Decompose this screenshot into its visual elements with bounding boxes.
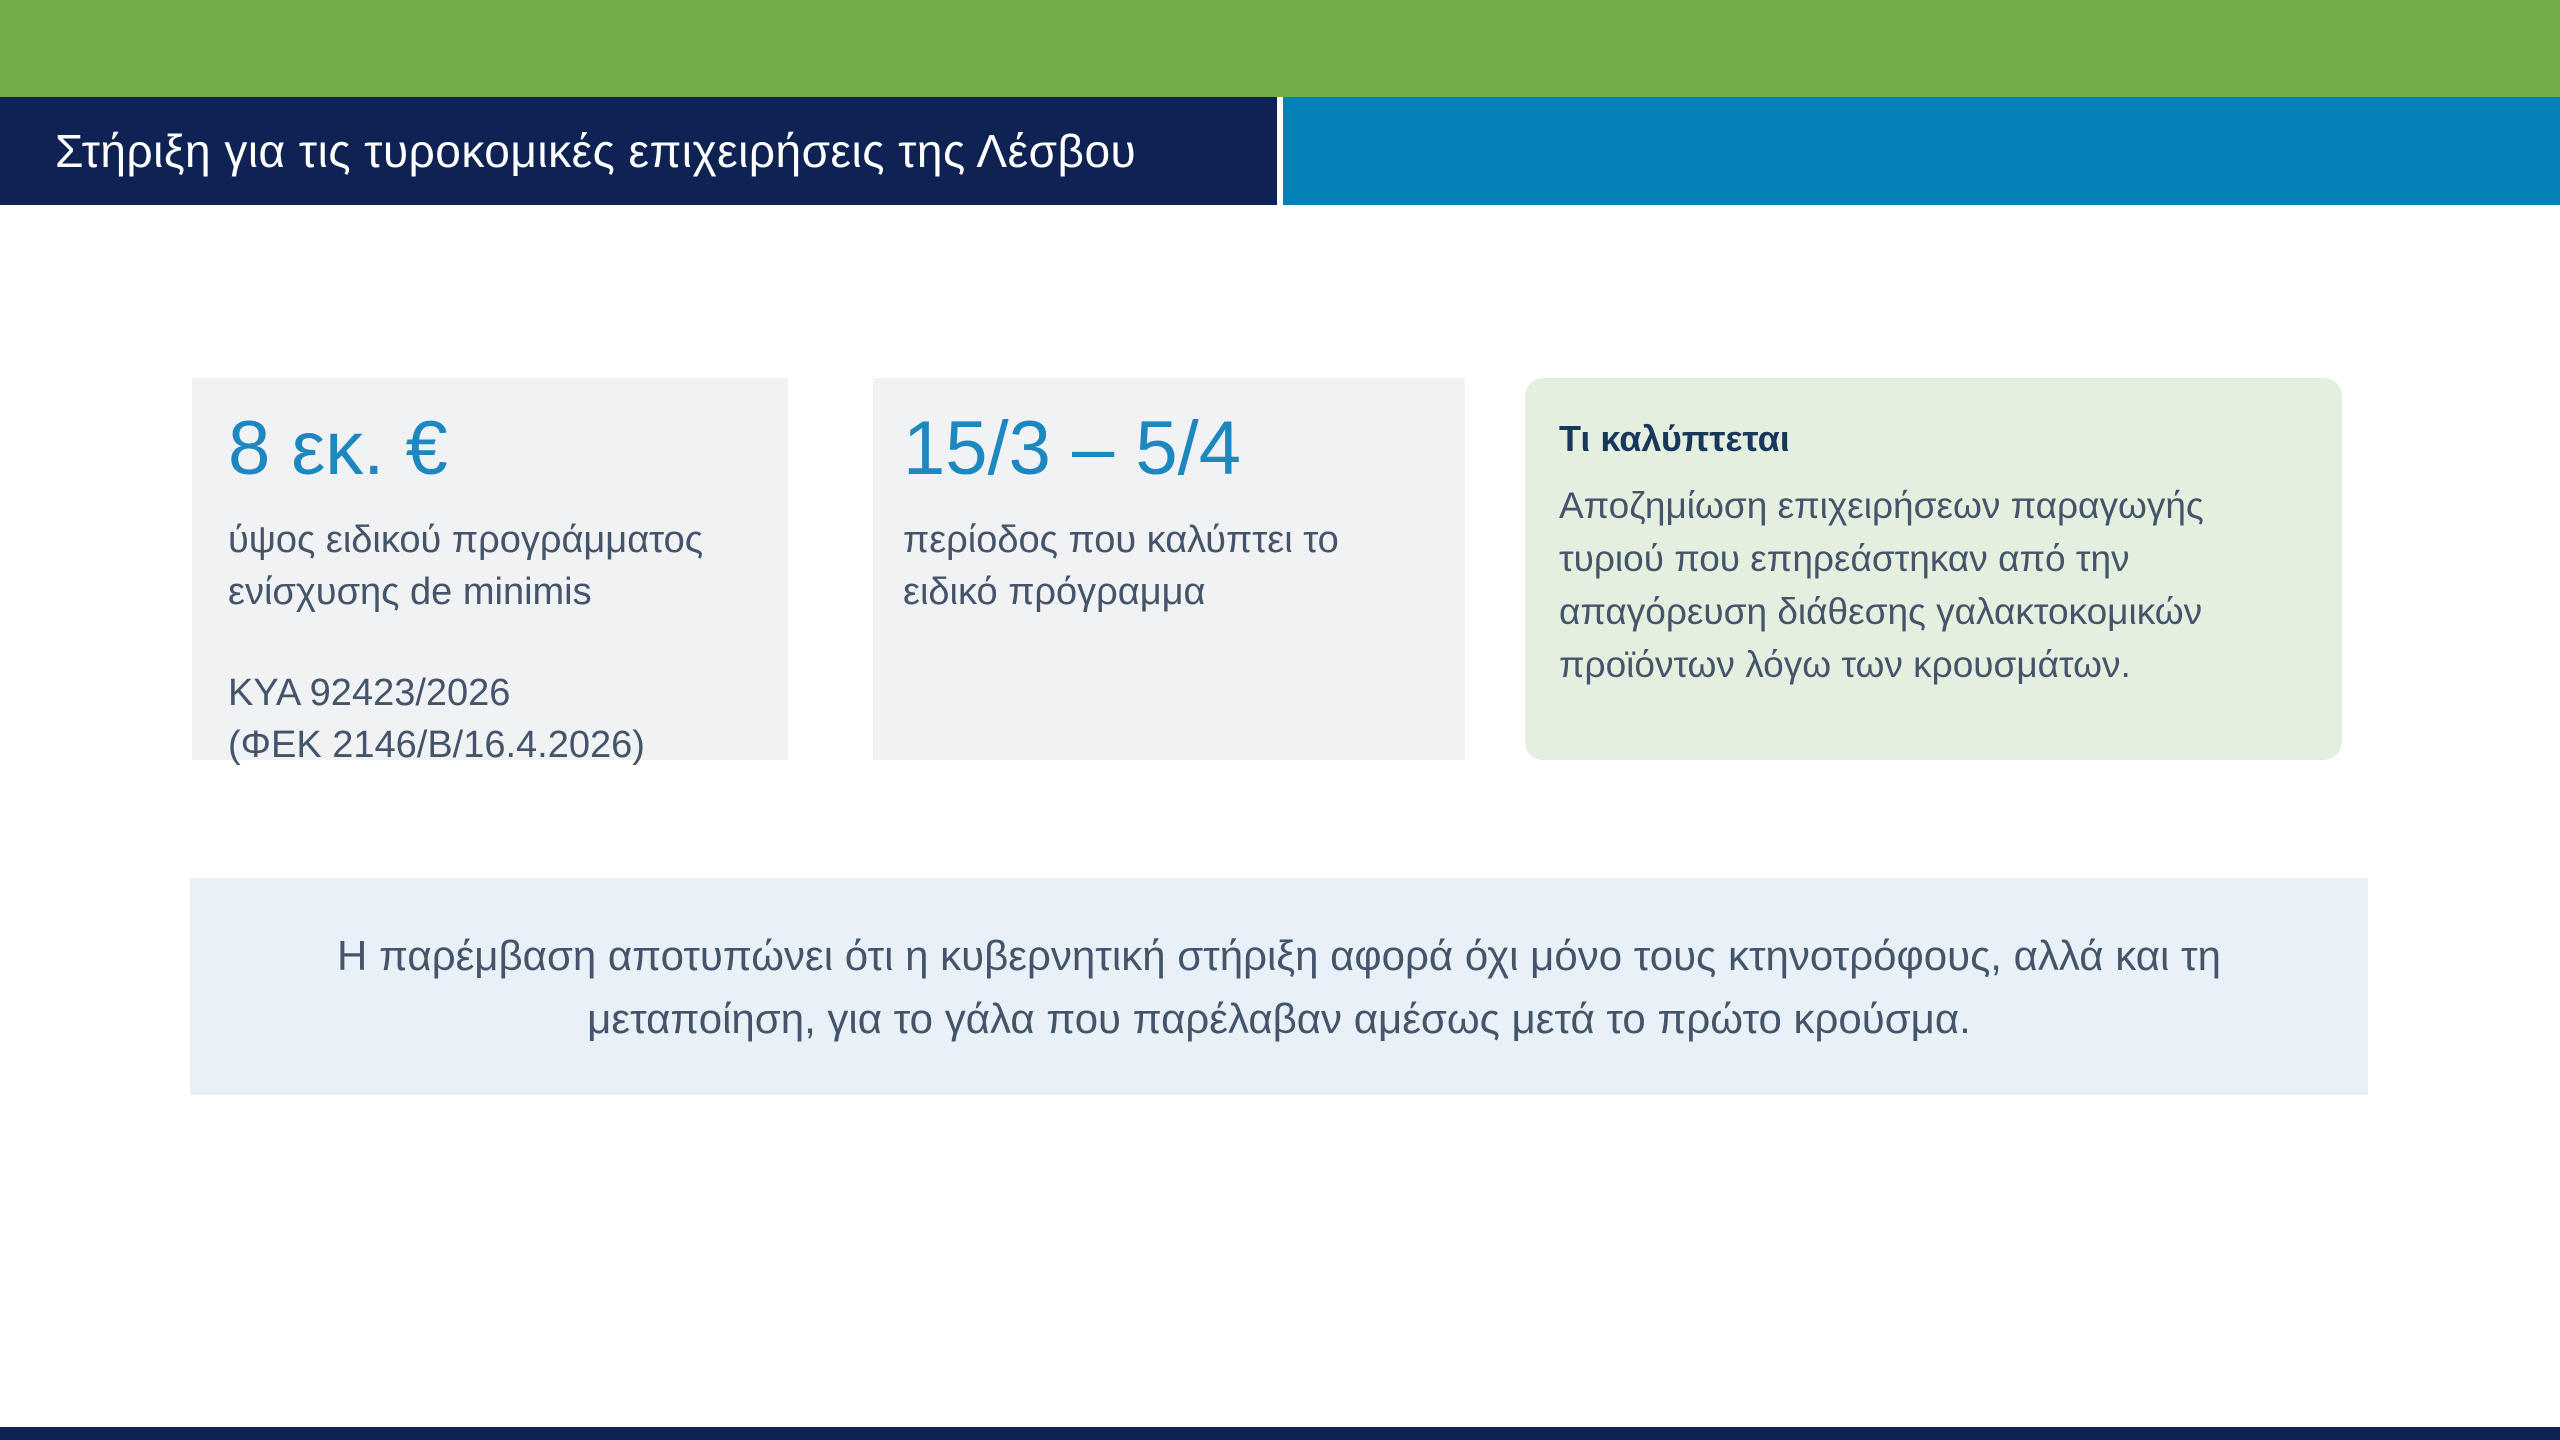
coverage-heading: Τι καλύπτεται: [1559, 418, 1790, 459]
stat-card-period: [873, 378, 1465, 760]
amount-value: 8 εκ. €: [228, 406, 448, 491]
period-value: 15/3 – 5/4: [903, 406, 1242, 491]
summary-text: Η παρέμβαση αποτυπώνει ότι η κυβερνητική στήριξη αφορά όχι μόνο τους κτηνοτρόφους, αλλά και τη μεταποίηση, για το γάλα που παρέλαβαν αμέσως μετά το πρώτο κρούσμα.: [337, 931, 2221, 1042]
amount-reference: [228, 667, 748, 772]
amount-reference-line2: (ΦΕΚ 2146/Β/16.4.2026): [228, 723, 645, 766]
amount-description: ύψος ειδικού προγράμματος ενίσχυσης de minimis: [228, 518, 704, 614]
period-description: περίοδος που καλύπτει το ειδικό πρόγραμμα: [903, 518, 1339, 614]
footer-navy-bar: [0, 1427, 2560, 1440]
header-blue-bar: [1283, 97, 2560, 205]
summary-banner: [190, 878, 2368, 1095]
page-title: Στήριξη για τις τυροκομικές επιχειρήσεις της Λέσβου: [55, 125, 1137, 177]
stat-card-amount: [192, 378, 788, 766]
coverage-card: [1525, 378, 2342, 760]
coverage-body: Αποζημίωση επιχειρήσεων παραγωγής τυριού που επηρεάστηκαν από την απαγόρευση διάθεσης γαλακτοκομικών προϊόντων λόγω των κρουσμάτων.: [1559, 485, 2204, 685]
title-bar: [0, 97, 1277, 205]
top-green-bar: [0, 0, 2560, 97]
amount-reference-line1: ΚΥΑ 92423/2026: [228, 671, 511, 714]
